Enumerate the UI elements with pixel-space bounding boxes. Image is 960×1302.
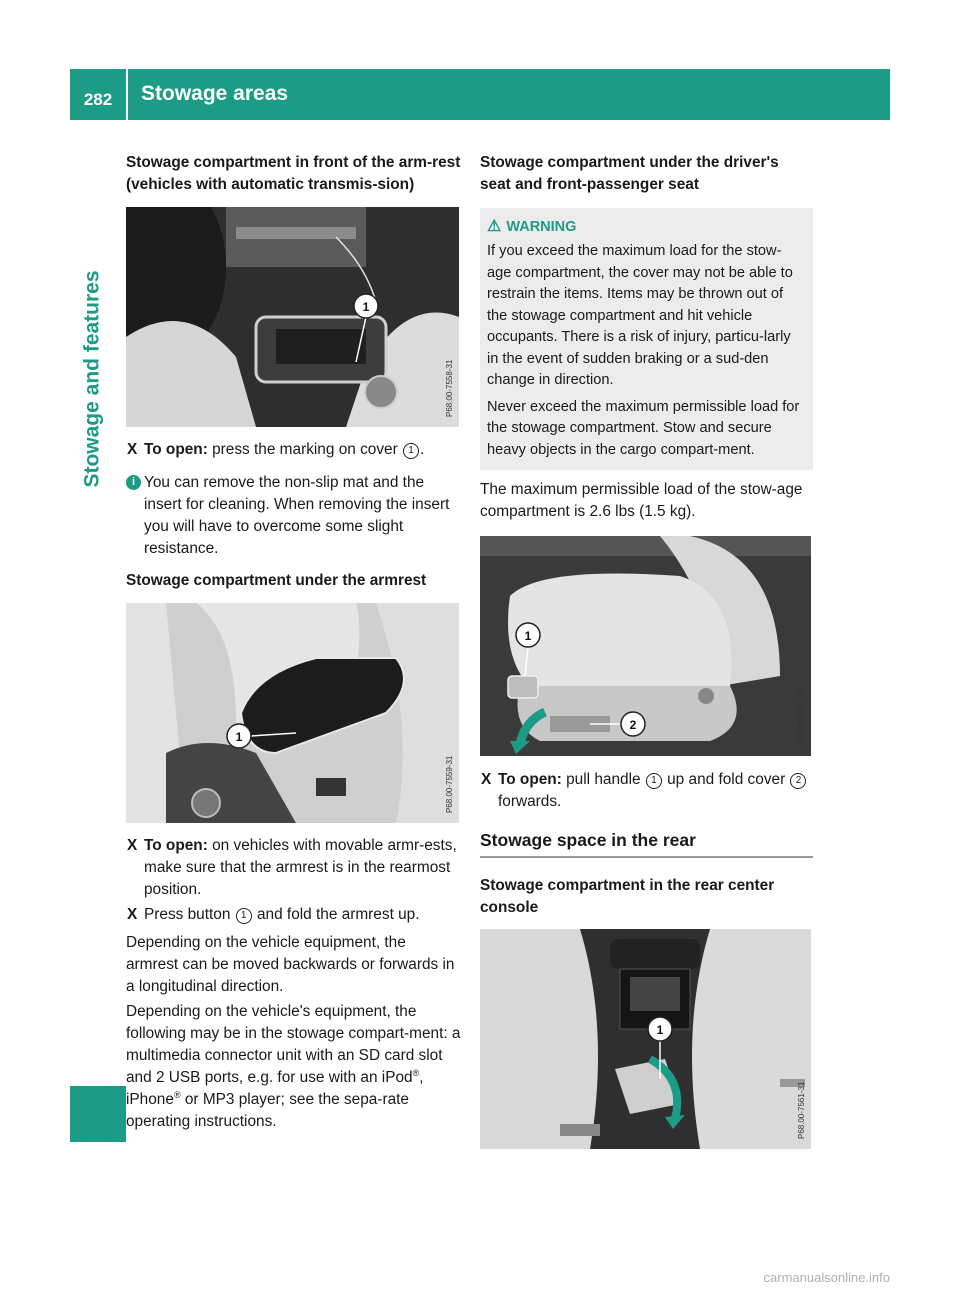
side-tab — [70, 1086, 126, 1142]
registered-mark: ® — [412, 1067, 420, 1078]
step-arrow-icon: X — [127, 906, 138, 923]
photo-armrest — [126, 603, 459, 823]
side-label-text: Stowage and features — [81, 270, 104, 488]
callout-number: 1 — [646, 773, 662, 789]
warning-box — [480, 208, 813, 470]
step-text: press the marking on cover — [207, 441, 403, 458]
callout-number: 2 — [790, 773, 806, 789]
step-label: To open: — [144, 441, 208, 458]
photo-rear-console — [480, 929, 811, 1149]
callout-1: 1 — [362, 300, 370, 314]
step-open-armrest — [126, 835, 461, 901]
step-open-front — [126, 439, 461, 461]
paragraph-armrest-adjust: Depending on the vehicle equipment, the armrest can be moved backwards or forwards in a longitudinal direction. — [126, 934, 455, 995]
warning-title — [487, 216, 803, 238]
step-end: . — [420, 441, 425, 458]
callout-1: 1 — [524, 629, 532, 643]
step-text: forwards. — [498, 793, 562, 810]
warning-title-text: WARNING — [506, 219, 577, 235]
callout-1: 1 — [235, 730, 243, 744]
callout-number: 1 — [403, 443, 419, 459]
heading-armrest-front: Stowage compartment in front of the arm-rest (vehicles with automatic transmis-sion) — [126, 154, 461, 193]
image-code: P68.00-7557-31 — [797, 688, 806, 746]
step-text: on vehicles with movable armr-ests, make sure that the armrest is in the rearmost position. — [144, 837, 457, 898]
paragraph-multimedia — [126, 1001, 461, 1133]
step-label: To open: — [144, 837, 208, 854]
left-column — [126, 152, 461, 1133]
callout-1: 1 — [656, 1023, 664, 1037]
heading-rear-console: Stowage compartment in the rear center console — [480, 877, 775, 916]
step-text: up and fold cover — [662, 771, 790, 788]
right-column — [480, 152, 813, 1149]
page-number: 282 — [83, 90, 113, 109]
image-code: P68.00-7558-31 — [445, 359, 454, 417]
image-code: P68.00-7559-31 — [445, 755, 454, 813]
step-text-end: and fold the armrest up. — [252, 906, 420, 923]
side-label — [65, 156, 121, 602]
step-open-seat — [480, 769, 813, 813]
step-text: pull handle — [561, 771, 645, 788]
photo-center-console — [126, 207, 459, 427]
watermark: carmanualsonline.info — [763, 1270, 890, 1285]
heading-rear-stowage: Stowage space in the rear — [480, 829, 813, 858]
photo-seat — [480, 536, 811, 756]
step-text: Press button — [144, 906, 235, 923]
step-label: To open: — [498, 771, 562, 788]
step-arrow-icon: X — [127, 441, 138, 458]
heading-under-armrest: Stowage compartment under the armrest — [126, 572, 427, 589]
warning-triangle-icon: ⚠ — [487, 218, 502, 235]
para-part: Depending on the vehicle's equipment, the following may be in the stowage compart-ment: a multimedia connector unit with an SD card slot and 2 USB ports, e.g. for use with an iPod — [126, 1003, 461, 1086]
info-text: You can remove the non-slip mat and the insert for cleaning. When removing the insert you will have to overcome some slight resistance. — [144, 474, 450, 557]
info-icon: i — [126, 475, 141, 490]
heading-under-seat: Stowage compartment under the driver's seat and front-passenger seat — [480, 154, 779, 193]
registered-mark: ® — [173, 1089, 181, 1100]
header-divider — [126, 69, 128, 120]
paragraph-max-load: The maximum permissible load of the stow-age compartment is 2.6 lbs (1.5 kg). — [480, 481, 803, 520]
step-arrow-icon: X — [127, 837, 138, 854]
section-title: Stowage areas — [141, 82, 289, 105]
para-part: , iPhone — [126, 1069, 424, 1108]
para-part: or MP3 player; see the sepa-rate operating instructions. — [126, 1091, 409, 1130]
warning-text-1: If you exceed the maximum load for the stow-age compartment, the cover may not be able to restrain the items. Items may be thrown out of the stowage compartment and hit vehicle occupants. There is a risk of injury, particu-larly in the event of sudden braking or a sud-den change in direction. — [487, 243, 793, 388]
step-arrow-icon: X — [481, 771, 492, 788]
callout-2: 2 — [629, 718, 637, 732]
step-press-button — [126, 904, 461, 926]
warning-text-2: Never exceed the maximum permissible load for the stowage compartment. Stow and secure heavy objects in the cargo compart-ment. — [487, 398, 800, 458]
info-note — [126, 472, 461, 560]
callout-number: 1 — [236, 908, 252, 924]
image-code: P68.00-7561-31 — [797, 1081, 806, 1139]
